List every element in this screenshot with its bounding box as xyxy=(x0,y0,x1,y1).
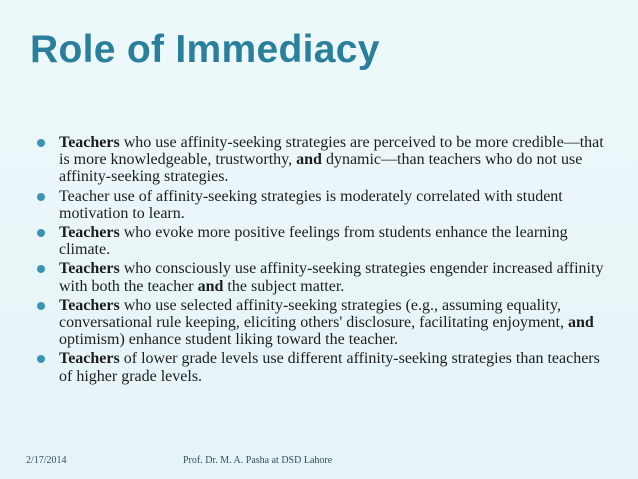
bullet-text: of lower grade levels use different affinity-seeking strategies than teachers of higher grade levels. xyxy=(59,350,600,385)
bullet-dot-icon xyxy=(37,139,45,147)
bullet-emphasis: and xyxy=(296,151,322,169)
bullet-dot-icon xyxy=(37,193,45,201)
bullet-text: optimism) enhance student liking toward the teacher. xyxy=(59,331,399,349)
slide-title: Role of Immediacy xyxy=(30,28,380,71)
bullet-text: dynamic—than teachers who do not use affinity-seeking strategies. xyxy=(59,151,583,186)
footer-author: Prof. Dr. M. A. Pasha at DSD Lahore xyxy=(183,455,333,466)
bullet-text: who consciously use affinity-seeking strategies engender increased affinity with both the teacher xyxy=(59,260,604,295)
bullet-item xyxy=(34,188,604,222)
bullet-dot-icon xyxy=(37,355,45,363)
bullet-text: who use affinity-seeking strategies are perceived to be more credible—that is more knowledgeable, trustworthy, xyxy=(59,134,604,169)
bullet-item xyxy=(34,297,604,349)
bullet-emphasis: Teachers xyxy=(59,350,120,368)
bullet-text: the subject matter. xyxy=(223,277,345,295)
bullet-dot-icon xyxy=(37,302,45,310)
bullet-emphasis: and xyxy=(567,314,594,332)
bullet-emphasis: and xyxy=(197,277,224,295)
footer-date: 2/17/2014 xyxy=(26,455,67,466)
bullet-emphasis: Teachers xyxy=(59,296,120,314)
bullet-list xyxy=(34,134,604,387)
bullet-emphasis: Teachers xyxy=(59,260,120,278)
bullet-emphasis: Teachers xyxy=(59,134,120,151)
bullet-dot-icon xyxy=(37,265,45,273)
bullet-text: who evoke more positive feelings from students enhance the learning climate. xyxy=(59,224,568,259)
bullet-dot-icon xyxy=(37,229,45,237)
bullet-item xyxy=(34,260,604,294)
bullet-item xyxy=(34,350,604,384)
bullet-emphasis: Teachers xyxy=(59,224,120,242)
bullet-text: Teacher use of affinity-seeking strategies is moderately correlated with student motivation to learn. xyxy=(59,187,563,222)
bullet-item xyxy=(34,134,604,186)
bullet-item xyxy=(34,224,604,258)
bullet-text: who use selected affinity-seeking strategies (e.g., assuming equality, conversational rule keeping, eliciting others' disclosure, facilitating enjoyment, xyxy=(59,296,568,332)
